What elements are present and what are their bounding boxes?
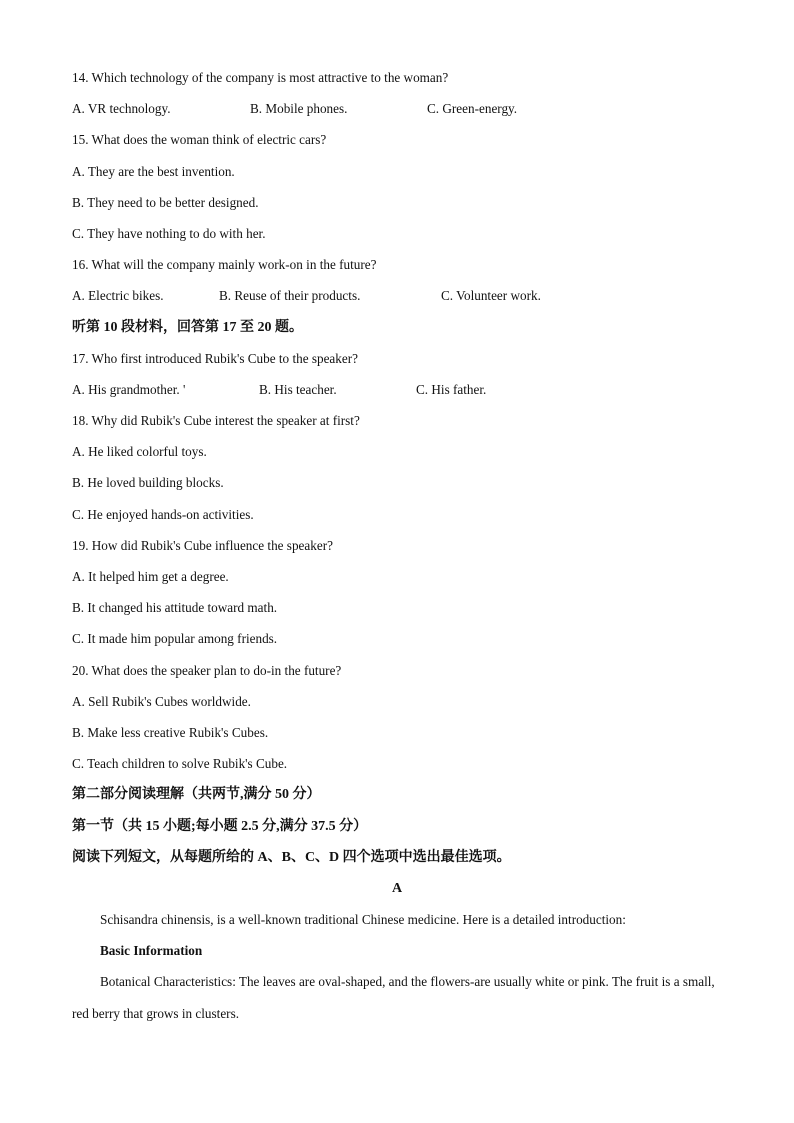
question-14-options bbox=[72, 93, 722, 124]
option-c: C. It made him popular among friends. bbox=[72, 631, 278, 647]
question-17-options bbox=[72, 374, 722, 405]
section-1-heading: 第一节（共 15 小题;每小题 2.5 分,满分 37.5 分） bbox=[72, 818, 368, 834]
passage-botanical-paragraph: Botanical Characteristics: The leaves are oval-shaped, and the flowers-are usually white or pink. The fruit is a small, red berry that grows in clusters. bbox=[72, 974, 715, 1021]
option-a: A. VR technology. bbox=[72, 101, 171, 117]
passage-subheading: Basic Information bbox=[100, 943, 203, 959]
question-16-stem: 16. What will the company mainly work-on in the future? bbox=[72, 257, 377, 273]
option-b: B. They need to be better designed. bbox=[72, 194, 259, 210]
option-c: C. Green-energy. bbox=[427, 101, 518, 117]
option-a: A. He liked colorful toys. bbox=[72, 444, 207, 460]
option-b: B. It changed his attitude toward math. bbox=[72, 600, 278, 616]
option-a: A. It helped him get a degree. bbox=[72, 569, 229, 584]
option-b: B. Mobile phones. bbox=[250, 101, 348, 117]
option-a: A. They are the best invention. bbox=[72, 163, 235, 179]
question-17-stem: 17. Who first introduced Rubik's Cube to the speaker? bbox=[72, 350, 358, 366]
question-20-stem: 20. What does the speaker plan to do-in the future? bbox=[72, 662, 342, 678]
option-b: B. Make less creative Rubik's Cubes. bbox=[72, 724, 269, 740]
option-b: B. Reuse of their products. bbox=[219, 288, 361, 304]
option-c: C. His father. bbox=[416, 381, 487, 397]
option-c: C. He enjoyed hands-on activities. bbox=[72, 506, 254, 522]
question-19-stem: 19. How did Rubik's Cube influence the speaker? bbox=[72, 537, 333, 553]
option-c: C. They have nothing to do with her. bbox=[72, 225, 266, 241]
question-14-stem: 14. Which technology of the company is most attractive to the woman? bbox=[72, 70, 449, 85]
option-a: A. Electric bikes. bbox=[72, 288, 164, 304]
reading-instruction: 阅读下列短文，从每题所给的 A、B、C、D 四个选项中选出最佳选项。 bbox=[72, 849, 511, 865]
question-15-stem: 15. What does the woman think of electric cars? bbox=[72, 132, 327, 148]
question-16-options bbox=[72, 280, 722, 311]
option-b: B. He loved building blocks. bbox=[72, 475, 224, 491]
option-c: C. Volunteer work. bbox=[441, 288, 541, 304]
option-a: A. Sell Rubik's Cubes worldwide. bbox=[72, 693, 251, 709]
option-b: B. His teacher. bbox=[259, 381, 337, 397]
part-2-heading: 第二部分阅读理解（共两节,满分 50 分） bbox=[72, 787, 321, 803]
passage-intro: Schisandra chinensis, is a well-known traditional Chinese medicine. Here is a detailed introduction: bbox=[100, 912, 626, 928]
section-10-heading: 听第 10 段材料，回答第 17 至 20 题。 bbox=[72, 319, 303, 335]
option-a: A. His grandmother. ' bbox=[72, 381, 186, 397]
option-c: C. Teach children to solve Rubik's Cube. bbox=[72, 756, 288, 772]
question-18-stem: 18. Why did Rubik's Cube interest the speaker at first? bbox=[72, 413, 360, 429]
passage-letter: A bbox=[391, 880, 403, 896]
document-page bbox=[72, 62, 722, 1029]
